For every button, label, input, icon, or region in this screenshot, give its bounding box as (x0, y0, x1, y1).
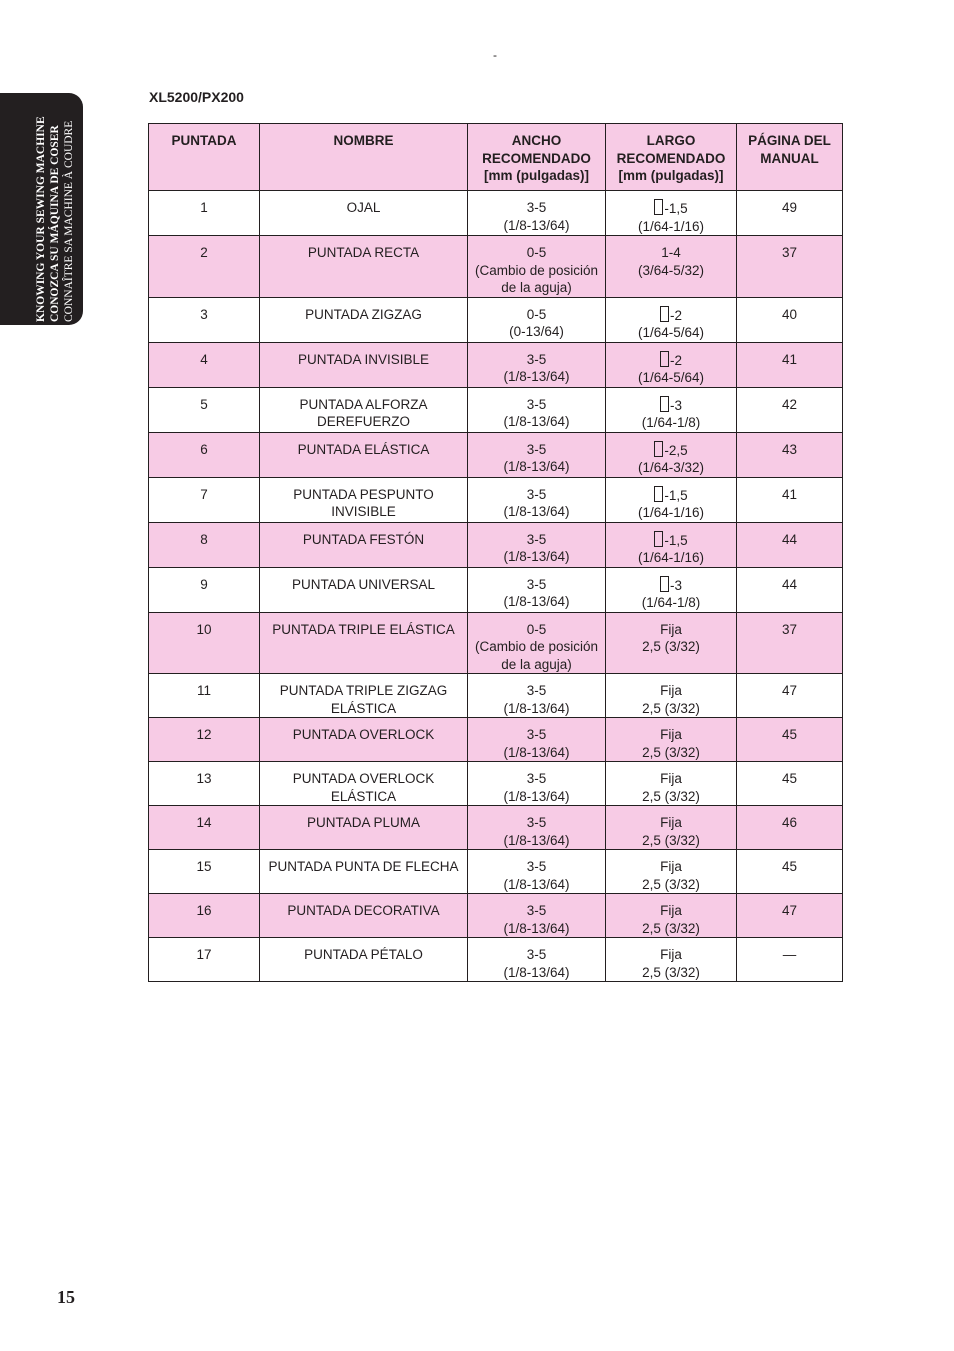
largo-inches: 2,5 (3/32) (642, 744, 700, 760)
page-number: 15 (57, 1287, 75, 1307)
cell-pagina: 43 (737, 432, 843, 477)
cell-ancho (468, 894, 606, 938)
cell-pagina: 46 (737, 806, 843, 850)
cell-puntada: 13 (149, 762, 260, 806)
cell-ancho (468, 387, 606, 432)
table-row (149, 850, 843, 894)
largo-inches: (1/64-1/8) (641, 595, 701, 610)
cell-pagina: — (737, 938, 843, 982)
cell-largo (606, 236, 737, 298)
missing-glyph-box (660, 351, 669, 367)
header-puntada: PUNTADA (149, 124, 260, 191)
largo-value: -1,5 (664, 532, 688, 548)
cell-nombre: PUNTADA ELÁSTICA (260, 432, 468, 477)
cell-pagina: 49 (737, 191, 843, 236)
largo-value: -2,5 (664, 442, 688, 458)
largo-inches: 2,5 (3/32) (642, 639, 700, 654)
ancho-value: 0-5 (526, 621, 547, 637)
ancho-inches: (1/8-13/64) (503, 964, 570, 980)
table-row (149, 342, 843, 387)
ancho-value: 3-5 (526, 351, 547, 367)
largo-inches: 2,5 (3/32) (642, 700, 700, 716)
table-row (149, 567, 843, 612)
ancho-value: 3-5 (526, 396, 547, 412)
cell-largo (606, 567, 737, 612)
cell-ancho (468, 236, 606, 298)
cell-puntada: 9 (149, 567, 260, 612)
largo-value: -1,5 (664, 201, 688, 216)
missing-glyph-box (654, 486, 663, 502)
largo-inches: 2,5 (3/32) (642, 920, 700, 936)
side-tab-line-spanish: CONOZCA SU MÁQUINA DE COSER (49, 125, 61, 322)
largo-inches: (1/64-1/16) (637, 550, 705, 565)
cell-largo (606, 432, 737, 477)
ancho-inches: (1/8-13/64) (503, 920, 570, 936)
largo-value: Fija (660, 947, 682, 962)
cell-puntada: 15 (149, 850, 260, 894)
table-row (149, 432, 843, 477)
cell-puntada: 14 (149, 806, 260, 850)
missing-glyph-box (660, 306, 669, 322)
cell-puntada: 7 (149, 477, 260, 522)
cell-pagina: 47 (737, 674, 843, 718)
table-row (149, 522, 843, 567)
largo-inches: (1/64-1/8) (641, 415, 701, 430)
ancho-inches: (Cambio de posición de la aguja) (474, 639, 599, 672)
cell-puntada: 11 (149, 674, 260, 718)
cell-ancho (468, 567, 606, 612)
header-pagina: PÁGINA DEL MANUAL (737, 124, 843, 191)
ancho-value: 3-5 (526, 531, 547, 547)
missing-glyph-box (654, 199, 663, 215)
model-title: XL5200/PX200 (149, 89, 244, 105)
cell-pagina: 37 (737, 612, 843, 674)
cell-puntada: 17 (149, 938, 260, 982)
cell-puntada: 16 (149, 894, 260, 938)
ancho-value: 3-5 (526, 771, 547, 786)
cell-nombre: PUNTADA TRIPLE ZIGZAG ELÁSTICA (260, 674, 468, 718)
ancho-value: 3-5 (526, 576, 547, 592)
cell-nombre: PUNTADA TRIPLE ELÁSTICA (260, 612, 468, 674)
header-largo: LARGO RECOMENDADO [mm (pulgadas)] (606, 124, 737, 191)
table-row (149, 612, 843, 674)
cell-largo (606, 477, 737, 522)
largo-value: 1-4 (661, 245, 681, 260)
cell-ancho (468, 522, 606, 567)
cell-nombre: PUNTADA PÉTALO (260, 938, 468, 982)
ancho-inches: (1/8-13/64) (503, 504, 570, 519)
cell-puntada: 8 (149, 522, 260, 567)
cell-nombre: PUNTADA ALFORZA DEREFUERZO (260, 387, 468, 432)
largo-inches: 2,5 (3/32) (642, 788, 700, 804)
cell-ancho (468, 612, 606, 674)
cell-puntada: 1 (149, 191, 260, 236)
largo-value: -2 (669, 352, 682, 368)
cell-puntada: 12 (149, 718, 260, 762)
cell-largo (606, 612, 737, 674)
cell-puntada: 3 (149, 297, 260, 342)
ancho-inches: (1/8-13/64) (503, 549, 570, 564)
cell-pagina: 45 (737, 718, 843, 762)
cell-largo (606, 850, 737, 894)
cell-puntada: 10 (149, 612, 260, 674)
cell-nombre: PUNTADA PESPUNTO INVISIBLE (260, 477, 468, 522)
cell-nombre: PUNTADA FESTÓN (260, 522, 468, 567)
cell-nombre: PUNTADA RECTA (260, 236, 468, 298)
cell-nombre: PUNTADA ZIGZAG (260, 297, 468, 342)
cell-pagina: 45 (737, 850, 843, 894)
cell-ancho (468, 432, 606, 477)
ancho-inches: (1/8-13/64) (503, 788, 570, 804)
cell-largo (606, 762, 737, 806)
cell-largo (606, 938, 737, 982)
ancho-value: 3-5 (526, 815, 547, 830)
ancho-value: 3-5 (526, 200, 547, 215)
cell-pagina: 41 (737, 342, 843, 387)
ancho-value: 3-5 (526, 859, 547, 874)
ancho-value: 3-5 (526, 727, 547, 742)
cell-pagina: 45 (737, 762, 843, 806)
header-ancho: ANCHO RECOMENDADO [mm (pulgadas)] (468, 124, 606, 191)
ancho-inches: (Cambio de posición de la aguja) (474, 262, 599, 295)
cell-nombre: PUNTADA PUNTA DE FLECHA (260, 850, 468, 894)
largo-value: Fija (660, 621, 682, 637)
top-mark: - (493, 48, 497, 62)
largo-inches: (3/64-5/32) (637, 262, 705, 278)
table-row (149, 806, 843, 850)
cell-puntada: 4 (149, 342, 260, 387)
largo-inches: 2,5 (3/32) (642, 964, 700, 980)
cell-ancho (468, 718, 606, 762)
ancho-value: 0-5 (526, 245, 547, 260)
cell-nombre: PUNTADA UNIVERSAL (260, 567, 468, 612)
table-row (149, 297, 843, 342)
largo-inches: (1/64-3/32) (637, 460, 705, 475)
largo-value: -2 (669, 307, 682, 323)
cell-largo (606, 674, 737, 718)
stitch-table (148, 123, 843, 982)
cell-nombre: PUNTADA PLUMA (260, 806, 468, 850)
cell-ancho (468, 191, 606, 236)
cell-puntada: 2 (149, 236, 260, 298)
cell-ancho (468, 342, 606, 387)
ancho-value: 3-5 (526, 947, 547, 962)
ancho-inches: (1/8-13/64) (503, 744, 570, 760)
cell-nombre: PUNTADA OVERLOCK (260, 718, 468, 762)
cell-pagina: 44 (737, 522, 843, 567)
ancho-inches: (1/8-13/64) (503, 414, 570, 429)
cell-largo (606, 894, 737, 938)
cell-largo (606, 297, 737, 342)
ancho-inches: (1/8-13/64) (503, 459, 570, 474)
cell-nombre: OJAL (260, 191, 468, 236)
missing-glyph-box (654, 441, 663, 457)
missing-glyph-box (654, 531, 663, 547)
largo-inches: (1/64-1/16) (637, 218, 705, 234)
cell-largo (606, 387, 737, 432)
table-row (149, 387, 843, 432)
largo-value: -1,5 (664, 487, 688, 503)
table-body (149, 191, 843, 982)
ancho-value: 3-5 (526, 903, 547, 918)
missing-glyph-box (660, 576, 669, 592)
largo-value: -3 (669, 577, 682, 593)
ancho-inches: (1/8-13/64) (503, 369, 570, 384)
ancho-inches: (1/8-13/64) (503, 700, 570, 716)
cell-nombre: PUNTADA DECORATIVA (260, 894, 468, 938)
largo-value: Fija (660, 903, 682, 918)
table-row (149, 477, 843, 522)
table-row (149, 938, 843, 982)
cell-pagina: 41 (737, 477, 843, 522)
largo-inches: (1/64-5/64) (637, 370, 705, 385)
cell-puntada: 6 (149, 432, 260, 477)
cell-ancho (468, 477, 606, 522)
largo-inches: 2,5 (3/32) (642, 876, 700, 892)
cell-ancho (468, 762, 606, 806)
table-header-row (149, 124, 843, 191)
cell-largo (606, 342, 737, 387)
largo-value: Fija (660, 771, 682, 786)
cell-ancho (468, 806, 606, 850)
table-row (149, 894, 843, 938)
table-row (149, 674, 843, 718)
cell-pagina: 44 (737, 567, 843, 612)
largo-value: Fija (660, 727, 682, 742)
largo-inches: 2,5 (3/32) (642, 832, 700, 848)
ancho-value: 3-5 (526, 486, 547, 502)
ancho-inches: (0-13/64) (509, 324, 564, 339)
side-tab-line-english: KNOWING YOUR SEWING MACHINE (35, 116, 47, 322)
cell-nombre: PUNTADA INVISIBLE (260, 342, 468, 387)
ancho-inches: (1/8-13/64) (503, 594, 570, 609)
ancho-value: 3-5 (526, 441, 547, 457)
cell-largo (606, 522, 737, 567)
cell-largo (606, 806, 737, 850)
ancho-inches: (1/8-13/64) (503, 217, 570, 233)
cell-puntada: 5 (149, 387, 260, 432)
table-row (149, 236, 843, 298)
largo-value: Fija (660, 815, 682, 830)
largo-value: -3 (669, 397, 682, 413)
header-nombre: NOMBRE (260, 124, 468, 191)
ancho-value: 3-5 (526, 683, 547, 698)
missing-glyph-box (660, 396, 669, 412)
cell-largo (606, 718, 737, 762)
largo-inches: (1/64-5/64) (637, 325, 705, 340)
cell-ancho (468, 850, 606, 894)
ancho-inches: (1/8-13/64) (503, 876, 570, 892)
table-row (149, 718, 843, 762)
cell-pagina: 37 (737, 236, 843, 298)
cell-pagina: 40 (737, 297, 843, 342)
cell-ancho (468, 938, 606, 982)
cell-pagina: 47 (737, 894, 843, 938)
ancho-value: 0-5 (526, 306, 547, 322)
largo-value: Fija (660, 859, 682, 874)
cell-ancho (468, 674, 606, 718)
cell-largo (606, 191, 737, 236)
ancho-inches: (1/8-13/64) (503, 832, 570, 848)
table-row (149, 762, 843, 806)
largo-value: Fija (660, 683, 682, 698)
cell-ancho (468, 297, 606, 342)
largo-inches: (1/64-1/16) (637, 505, 705, 520)
cell-nombre: PUNTADA OVERLOCK ELÁSTICA (260, 762, 468, 806)
cell-pagina: 42 (737, 387, 843, 432)
table-row (149, 191, 843, 236)
side-tab-text (34, 102, 76, 322)
side-tab-line-french: CONNAÎTRE SA MACHINE À COUDRE (63, 120, 75, 322)
